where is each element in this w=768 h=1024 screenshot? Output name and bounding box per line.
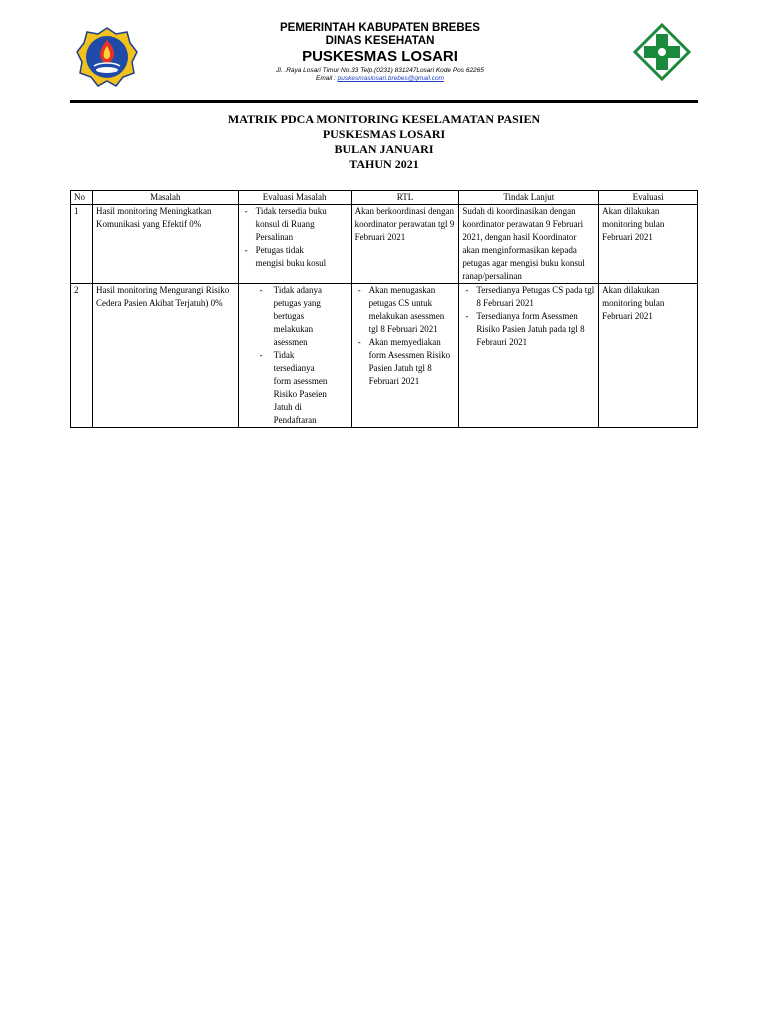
- cell-masalah: Hasil monitoring Mengurangi Risiko Cedera Pasien Akibat Terjatuh) 0%: [92, 284, 238, 428]
- list-item: - Akan memyediakan form Asessmen Risiko Pasien Jatuh tgl 8 Februari 2021: [355, 336, 456, 388]
- cell-tindak-lanjut: Sudah di koordinasikan dengan koordinator perawatan 9 Februari 2021, dengan hasil Koordinator akan menginformasikan kepada petugas agar mengisi buku konsul ranap/persalinan: [459, 205, 599, 284]
- header-no: No: [71, 191, 93, 205]
- email-link[interactable]: puskesmaslosari.brebes@gmail.com: [337, 75, 444, 82]
- cell-rtl: Akan berkoordinasi dengan koordinator perawatan tgl 9 Februari 2021: [351, 205, 459, 284]
- letterhead: [70, 18, 698, 102]
- brebes-regency-emblem-icon: [76, 26, 138, 88]
- list-item: - Petugas tidak mengisi buku kosul: [242, 244, 334, 270]
- cell-no: 2: [71, 284, 93, 428]
- list-item: - Akan menugaskan petugas CS untuk melakukan asessmen tgl 8 Februari 2021: [355, 284, 456, 336]
- cell-evaluasi-masalah: [238, 284, 351, 428]
- table-row: [71, 205, 698, 284]
- header-tindak-lanjut: Tindak Lanjut: [459, 191, 599, 205]
- email-label: Email :: [316, 75, 338, 82]
- cell-tindak-lanjut: [459, 284, 599, 428]
- cell-masalah: Hasil monitoring Meningkatkan Komunikasi yang Efektif 0%: [92, 205, 238, 284]
- title-line-3: BULAN JANUARI: [334, 142, 434, 156]
- list-item: - Tidak tersedianya form asessmen Risiko Paseien Jatuh di Pendaftaran: [242, 349, 334, 427]
- cell-rtl: [351, 284, 459, 428]
- list-item: - Tidak adanya petugas yang bertugas melakukan asessmen: [242, 284, 334, 349]
- cell-evaluasi: Akan dilakukan monitoring bulan Februari 2021: [599, 205, 698, 284]
- table-row: [71, 284, 698, 428]
- title-line-2: PUSKESMAS LOSARI: [322, 127, 446, 141]
- pdca-matrix-table: [70, 190, 698, 428]
- header-evaluasi: Evaluasi: [599, 191, 698, 205]
- letterhead-divider: [70, 100, 698, 103]
- cell-evaluasi: Akan dilakukan monitoring bulan Februari 2021: [599, 284, 698, 428]
- cell-no: 1: [71, 205, 93, 284]
- title-line-1: MATRIK PDCA MONITORING KESELAMATAN PASIEN: [227, 112, 541, 126]
- list-item: - Tersedianya Petugas CS pada tgl 8 Februari 2021: [462, 284, 595, 310]
- letterhead-institution-name: PUSKESMAS LOSARI: [302, 48, 458, 65]
- list-item: - Tersedianya form Asessmen Risiko Pasien Jatuh pada tgl 8 Febrauri 2021: [462, 310, 595, 349]
- header-masalah: Masalah: [92, 191, 238, 205]
- list-item: - Tidak tersedia buku konsul di Ruang Persalinan: [242, 205, 334, 244]
- letterhead-email-line: [180, 75, 580, 83]
- document-title: [70, 112, 698, 172]
- table-header-row: [71, 191, 698, 205]
- header-rtl: RTL: [351, 191, 459, 205]
- puskesmas-cross-logo-icon: [632, 22, 692, 82]
- title-line-4: TAHUN 2021: [349, 157, 419, 171]
- letterhead-address: Jl. .Raya Losari Timur No.33 Telp.(0231) 831247Losari Kode Pos 62265: [276, 67, 484, 74]
- header-evaluasi-masalah: Evaluasi Masalah: [238, 191, 351, 205]
- letterhead-department: DINAS KESEHATAN: [325, 35, 435, 47]
- cell-evaluasi-masalah: [238, 205, 351, 284]
- letterhead-government: PEMERINTAH KABUPATEN BREBES: [280, 22, 480, 34]
